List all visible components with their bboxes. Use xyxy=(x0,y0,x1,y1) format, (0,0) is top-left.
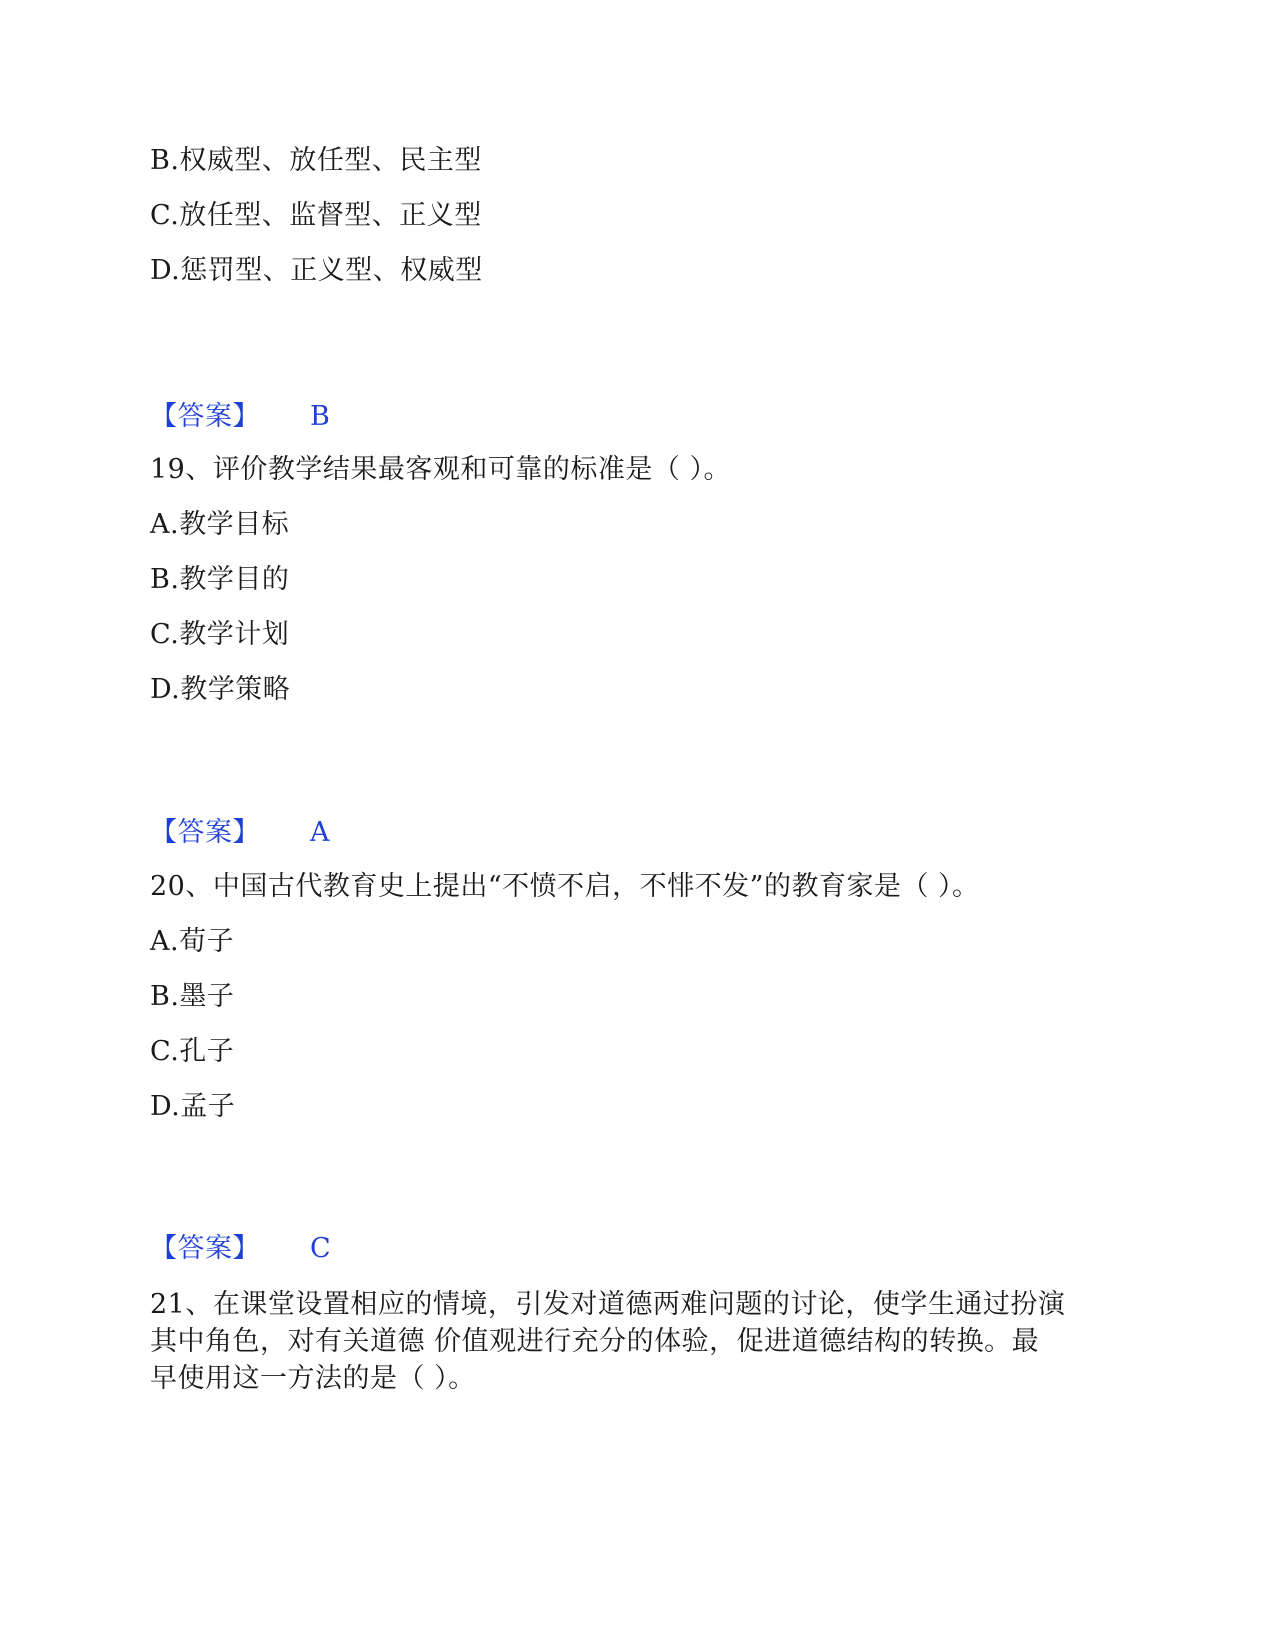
answer-label: 【答案】 xyxy=(150,817,260,848)
q20-option-c: C.孔子 xyxy=(150,1036,235,1067)
q18-option-c: C.放任型、监督型、正义型 xyxy=(150,200,482,231)
answer-value: B xyxy=(310,401,331,432)
answer-label: 【答案】 xyxy=(150,401,260,432)
q21-question-line-2: 其中角色，对有关道德 价值观进行充分的体验，促进道德结构的转换。最 xyxy=(150,1326,1040,1357)
q20-question: 20、中国古代教育史上提出“不愤不启，不悱不发”的教育家是（ ）。 xyxy=(150,871,980,902)
answer-label: 【答案】 xyxy=(150,1233,260,1264)
q20-answer xyxy=(150,1231,331,1267)
q20-option-a: A.荀子 xyxy=(150,926,235,957)
q21-question-line-1: 21、在课堂设置相应的情境，引发对道德两难问题的讨论，使学生通过扮演 xyxy=(150,1289,1066,1320)
answer-value: C xyxy=(310,1233,332,1264)
q20-option-d: D.孟子 xyxy=(150,1091,236,1122)
q19-option-b: B.教学目的 xyxy=(150,564,290,595)
q19-option-c: C.教学计划 xyxy=(150,619,290,650)
q18-option-d: D.惩罚型、正义型、权威型 xyxy=(150,255,483,286)
q21-question-line-3: 早使用这一方法的是（ ）。 xyxy=(150,1363,476,1394)
q19-option-a: A.教学目标 xyxy=(150,509,290,540)
q20-option-b: B.墨子 xyxy=(150,981,235,1012)
answer-value: A xyxy=(310,817,330,848)
q19-option-d: D.教学策略 xyxy=(150,674,291,705)
q18-option-b: B.权威型、放任型、民主型 xyxy=(150,145,482,176)
q19-answer xyxy=(150,815,330,851)
q18-answer xyxy=(150,399,330,435)
q19-question: 19、评价教学结果最客观和可靠的标准是（ ）。 xyxy=(150,454,731,485)
